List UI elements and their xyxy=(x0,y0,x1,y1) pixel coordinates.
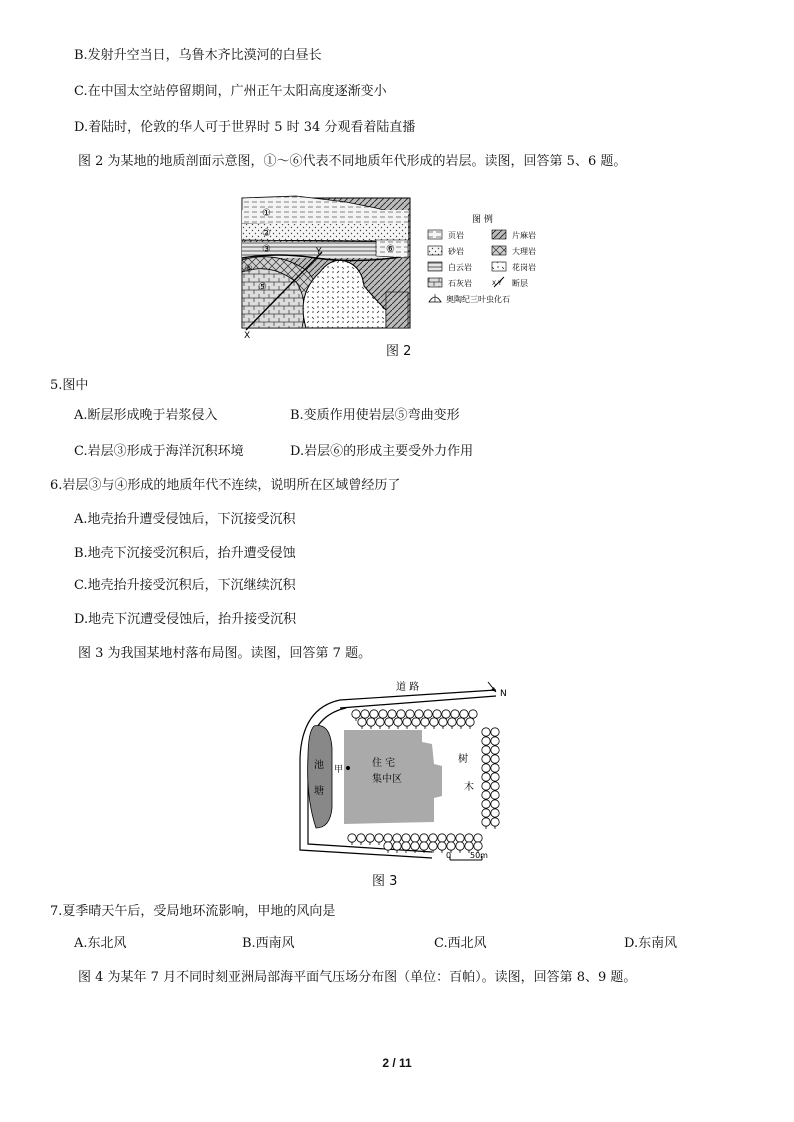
tree-icon xyxy=(412,718,420,729)
legend-fault-xy: X Y xyxy=(492,280,502,287)
north-label: N xyxy=(500,689,507,699)
q4-option-c: C.在中国太空站停留期间，广州正午太阳高度逐渐变小 xyxy=(74,84,387,99)
tree-icon xyxy=(393,842,401,853)
q4-option-d: D.着陆时，伦敦的华人可于世界时 5 时 34 分观看着陆直播 xyxy=(74,120,416,135)
legend-gneiss: 片麻岩 xyxy=(512,231,536,240)
q4-option-b: B.发射升空当日，乌鲁木齐比漠河的白昼长 xyxy=(74,48,322,63)
fault-label-y: Y xyxy=(316,247,322,257)
q6-option-d: D.地壳下沉遭受侵蚀后，抬升接受沉积 xyxy=(74,612,297,627)
legend-trilobite: 奥陶纪三叶虫化石 xyxy=(446,295,510,304)
pond xyxy=(308,725,332,828)
legend-marble: 大理岩 xyxy=(512,247,536,256)
q6-option-b: B.地壳下沉接受沉积后，抬升遭受侵蚀 xyxy=(74,546,296,561)
legend-swatch-marble xyxy=(492,246,506,255)
q7-option-d: D.东南风 xyxy=(624,936,678,951)
legend-limestone: 石灰岩 xyxy=(448,279,472,288)
layer-label-4: ④ xyxy=(244,264,253,275)
legend-shale: 页岩 xyxy=(448,231,464,240)
q5-option-c: C.岩层③形成于海洋沉积环境 xyxy=(74,444,244,459)
tree-icon xyxy=(402,842,410,853)
fig2-caption: 图 2 xyxy=(386,344,412,359)
trees-label-2: 木 xyxy=(464,782,474,793)
fig3-intro: 图 3 为我国某地村落布局图。读图，回答第 7 题。 xyxy=(78,646,372,661)
page-number: 2 / 11 xyxy=(382,1056,412,1070)
pond-label-2: 塘 xyxy=(314,786,324,797)
legend-fault: 断层 xyxy=(512,279,528,288)
tree-icon xyxy=(491,818,499,829)
q5-stem: 5.图中 xyxy=(50,378,89,393)
fig3-caption: 图 3 xyxy=(372,874,398,889)
trees-label-1: 树 xyxy=(458,754,468,765)
legend-swatch-dolomite xyxy=(428,262,442,271)
pond-label-1: 池 xyxy=(314,760,324,771)
legend-swatch-sandstone xyxy=(428,246,442,255)
layer-label-6: ⑥ xyxy=(386,244,395,255)
residential-label-2: 集中区 xyxy=(372,774,402,785)
scale-fifty: 50m xyxy=(470,851,488,860)
legend-dolomite: 白云岩 xyxy=(448,263,472,272)
tree-icon xyxy=(376,718,384,729)
scale-zero: 0 xyxy=(446,851,452,860)
tree-icon xyxy=(358,718,366,729)
tree-icon xyxy=(403,718,411,729)
q5-option-d: D.岩层⑥的形成主要受外力作用 xyxy=(290,444,474,459)
tree-icon xyxy=(421,718,429,729)
q6-stem: 6.岩层③与④形成的地质年代不连续，说明所在区域曾经历了 xyxy=(50,478,401,493)
tree-icon xyxy=(438,842,446,853)
tree-icon xyxy=(348,834,356,845)
legend-sandstone: 砂岩 xyxy=(448,247,464,256)
tree-icon xyxy=(456,842,464,853)
tree-icon xyxy=(482,818,490,829)
q6-option-c: C.地壳抬升接受沉积后，下沉继续沉积 xyxy=(74,578,296,593)
layer-label-1: ① xyxy=(262,208,271,219)
residential-label-1: 住 宅 xyxy=(372,758,396,769)
tree-icon xyxy=(439,718,447,729)
fig3-village-map xyxy=(292,678,524,868)
fig2-legend-title: 图 例 xyxy=(472,215,493,225)
legend-swatch-limestone xyxy=(428,278,442,287)
tree-icon xyxy=(466,718,474,729)
fig2-intro: 图 2 为某地的地质剖面示意图，①～⑥代表不同地质年代形成的岩层。读图，回答第 5、6 题。 xyxy=(78,154,627,169)
q7-stem: 7.夏季晴天午后，受局地环流影响，甲地的风向是 xyxy=(50,904,336,919)
q7-option-b: B.西南风 xyxy=(242,936,295,951)
fig4-intro: 图 4 为某年 7 月不同时刻亚洲局部海平面气压场分布图（单位：百帕）。读图，回答第 8、9 题。 xyxy=(78,970,637,985)
legend-swatch-shale xyxy=(428,230,442,239)
tree-icon xyxy=(448,718,456,729)
road-label: 道 路 xyxy=(396,682,420,693)
layer-label-2: ② xyxy=(262,228,271,239)
tree-icon xyxy=(384,842,392,853)
q5-option-b: B.变质作用使岩层⑤弯曲变形 xyxy=(290,408,460,423)
fig2-geologic-section xyxy=(236,190,566,340)
legend-swatch-gneiss xyxy=(492,230,506,239)
legend-granite: 花岗岩 xyxy=(512,263,536,272)
tree-icon xyxy=(375,834,383,845)
q5-option-a: A.断层形成晚于岩浆侵入 xyxy=(74,408,218,423)
layer-label-5: ⑤ xyxy=(258,282,267,293)
tree-icon xyxy=(357,834,365,845)
q7-option-c: C.西北风 xyxy=(434,936,487,951)
trilobite-fossil-icon xyxy=(429,294,441,302)
q7-option-a: A.东北风 xyxy=(74,936,127,951)
tree-icon xyxy=(385,718,393,729)
tree-icon xyxy=(394,718,402,729)
point-jia-marker xyxy=(346,766,350,770)
layer-label-3: ③ xyxy=(262,244,271,255)
tree-icon xyxy=(366,834,374,845)
legend-swatch-granite xyxy=(492,262,506,271)
point-jia-label: 甲 xyxy=(334,765,344,775)
q6-option-a: A.地壳抬升遭受侵蚀后，下沉接受沉积 xyxy=(74,512,296,527)
fault-label-x: X xyxy=(244,331,251,340)
tree-icon xyxy=(367,718,375,729)
tree-icon xyxy=(457,718,465,729)
tree-icon xyxy=(430,718,438,729)
